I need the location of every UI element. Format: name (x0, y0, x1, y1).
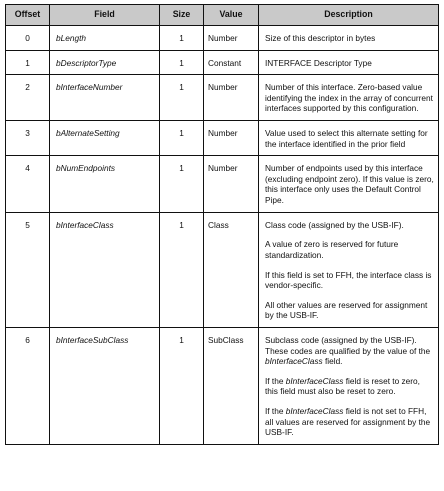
field-cell: bInterfaceClass (50, 212, 160, 327)
table-row (6, 156, 439, 212)
table-row (6, 75, 439, 121)
description-text: A value of zero is reserved for future standardization. (265, 239, 399, 260)
description-cell (259, 327, 439, 444)
offset-cell: 0 (6, 26, 50, 51)
description-paragraph (265, 406, 434, 438)
field-cell: bInterfaceSubClass (50, 327, 160, 444)
description-paragraph (265, 376, 434, 397)
header-size: Size (160, 5, 204, 26)
description-text: field is reset to zero, this field must also be reset to zero. (265, 375, 420, 397)
description-cell (259, 156, 439, 212)
value-cell: Number (204, 75, 259, 121)
description-text: Class code (assigned by the USB-IF). (265, 219, 404, 230)
field-cell: bInterfaceNumber (50, 75, 160, 121)
description-text: If the (265, 406, 286, 417)
size-cell: 1 (160, 26, 204, 51)
offset-cell: 2 (6, 75, 50, 121)
field-cell: bNumEndpoints (50, 156, 160, 212)
field-cell: bLength (50, 26, 160, 51)
description-text: field is not set to FFH, all values are reserved for assignment by the USB-IF. (265, 406, 431, 438)
table-row (6, 212, 439, 327)
table-body (6, 26, 439, 445)
description-cell (259, 75, 439, 121)
table-header (6, 5, 439, 26)
description-cell (259, 212, 439, 327)
description-cell (259, 121, 439, 156)
header-value: Value (204, 5, 259, 26)
description-text: If this field is set to FFH, the interface class is vendor-specific. (265, 269, 432, 291)
value-cell: Class (204, 212, 259, 327)
field-cell: bDescriptorType (50, 50, 160, 75)
size-cell: 1 (160, 156, 204, 212)
value-cell: Number (204, 156, 259, 212)
value-cell: Number (204, 26, 259, 51)
field-cell: bAlternateSetting (50, 121, 160, 156)
header-field: Field (50, 5, 160, 26)
interface-descriptor-table (5, 4, 439, 445)
header-description: Description (259, 5, 439, 26)
table-row (6, 121, 439, 156)
field-reference: bInterfaceClass (285, 375, 344, 386)
description-text: Number of endpoints used by this interface (excluding endpoint zero). If this value is zero, this interface only uses the Default Control Pipe. (265, 163, 434, 206)
offset-cell: 3 (6, 121, 50, 156)
offset-cell: 4 (6, 156, 50, 212)
description-cell (259, 26, 439, 51)
description-text: All other values are reserved for assignment by the USB-IF. (265, 299, 428, 321)
size-cell: 1 (160, 212, 204, 327)
description-cell (259, 50, 439, 75)
description-text: field. (322, 356, 343, 367)
size-cell: 1 (160, 121, 204, 156)
size-cell: 1 (160, 327, 204, 444)
table-row (6, 26, 439, 51)
header-row (6, 5, 439, 26)
description-text: If the (265, 375, 286, 386)
offset-cell: 6 (6, 327, 50, 444)
value-cell: Constant (204, 50, 259, 75)
table-row (6, 50, 439, 75)
description-text: Number of this interface. Zero-based value identifying the index in the array of concurrent interfaces supported by this configuration. (265, 82, 433, 114)
field-reference: bInterfaceClass (285, 406, 344, 417)
offset-cell: 1 (6, 50, 50, 75)
description-text: Value used to select this alternate setting for the interface identified in the prior field (265, 128, 428, 149)
description-text: Subclass code (assigned by the USB-IF). These codes are qualified by the value of the (265, 334, 431, 356)
description-paragraph (265, 335, 434, 367)
size-cell: 1 (160, 75, 204, 121)
value-cell: Number (204, 121, 259, 156)
header-offset: Offset (6, 5, 50, 26)
table-row (6, 327, 439, 444)
description-text: Size of this descriptor in bytes (265, 33, 376, 43)
value-cell: SubClass (204, 327, 259, 444)
field-reference: bInterfaceClass (265, 356, 323, 367)
size-cell: 1 (160, 50, 204, 75)
offset-cell: 5 (6, 212, 50, 327)
description-text: INTERFACE Descriptor Type (265, 57, 372, 68)
